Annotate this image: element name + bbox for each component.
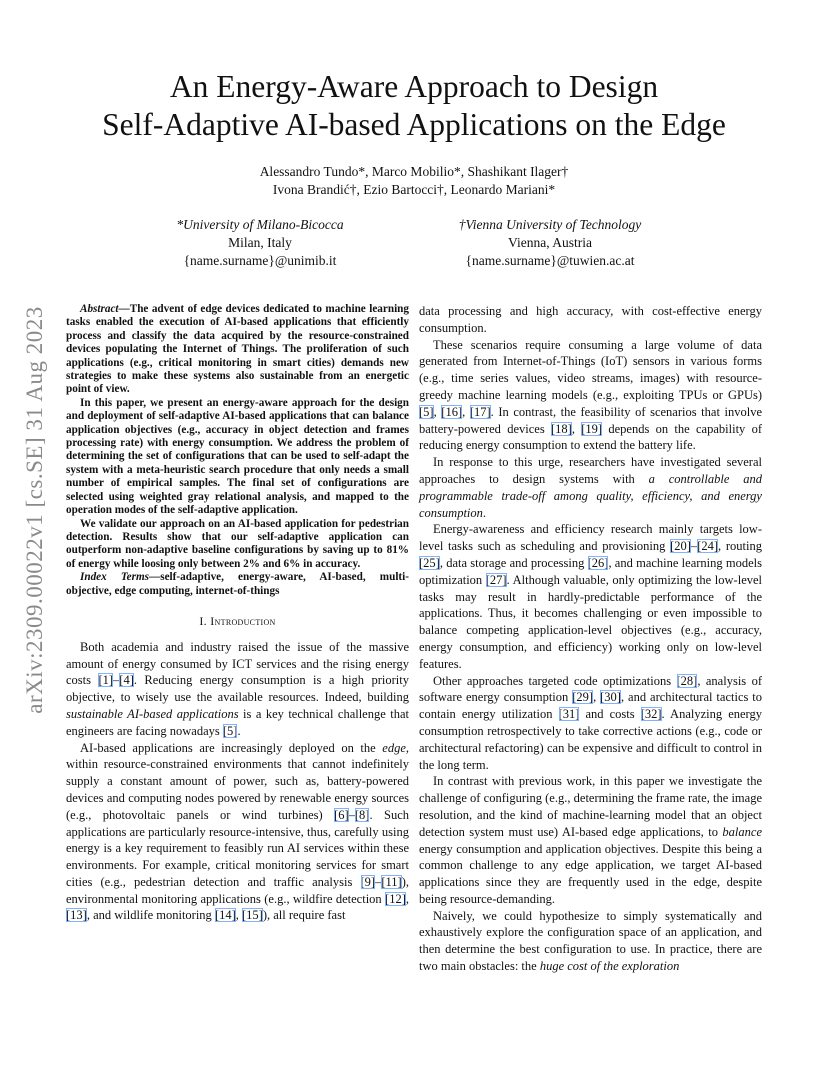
text-run: energy consumption and application objectives. Despite this being a common challenge to any edge application, we target AI-based applications since they are frequently used in the edge, despite being resource-demanding.: [419, 841, 762, 906]
text-run: , within resource-constrained environments that cannot indefinitely supply a constant amount of power, such as, battery-powered devices and computing nodes powered by renewable energy sources (e.g., photovoltaic panels or wind turbines): [66, 740, 409, 822]
citation-link[interactable]: [19]: [581, 421, 603, 436]
body-paragraph: [419, 908, 762, 975]
left-column: [66, 303, 409, 924]
text-run: . In contrast, the feasibility of scenarios that involve battery-powered devices: [419, 404, 763, 436]
text-run: is a key technical challenge that engineers are facing nowadays: [66, 706, 409, 738]
text-run: ,: [433, 404, 442, 419]
abstract-text: In this paper, we present an energy-aware approach for the design and deployment of self-adaptive AI-based applications that can balance application objectives (e.g., accuracy in object detection and frames processing rate) with energy consumption. We address the problem of determining the set of configurations that can be used to self-adapt the system with a meta-heuristic search procedure that only needs a small number of empirical samples. The final set of configurations are selected using weighted gray relational analysis, and mapped to the operation modes of the self-adaptive application.: [66, 396, 409, 517]
citation-link[interactable]: [11]: [381, 874, 402, 889]
citation-link[interactable]: [26]: [587, 555, 609, 570]
abstract-paragraph: [66, 518, 409, 572]
text-run: ,: [571, 421, 582, 436]
affiliation-location: Milan, Italy: [228, 235, 292, 250]
citation-link[interactable]: [12]: [385, 891, 406, 906]
citation-link[interactable]: [20]: [670, 539, 691, 554]
citation-link[interactable]: [27]: [485, 572, 507, 587]
text-run: . Although valuable, only optimizing the low-level tasks may result in hardly-predictable performance of the applications. Thus, it becomes challenging or even impossible to balance competing application-level objectives (e.g., accuracy, energy consumption, and efficiency) working only on low-level features.: [419, 572, 763, 671]
text-run: ,: [235, 908, 243, 923]
text-run: These scenarios require consuming a large volume of data generated from Internet-of-Things (IoT) sensors in various forms (e.g., time series values, video streams, images) with resource-greedy machine learning models (e.g., exploiting TPUs or GPUs): [419, 337, 762, 402]
abstract-paragraph: [66, 397, 409, 518]
arxiv-id-text: arXiv:2309.00022v1 [cs.SE] 31 Aug 2023: [22, 306, 47, 714]
text-run: AI-based applications are increasingly deployed on the: [80, 740, 383, 755]
citation-link[interactable]: [4]: [119, 673, 134, 688]
abstract-text: We validate our approach on an AI-based application for pedestrian detection. Results show that our self-adaptive application can outperform non-adaptive baseline configurations by saving up to 81% of energy while loosing only between 2% and 6% in accuracy.: [66, 517, 409, 570]
index-terms-label: Index Terms: [80, 571, 150, 584]
section-heading-introduction: I. Introduction: [199, 613, 276, 628]
author-list: [60, 163, 768, 199]
text-run: ,: [462, 404, 470, 419]
text-run: , and machine learning models optimization: [419, 555, 762, 587]
citation-link[interactable]: [1]: [98, 673, 114, 688]
text-run: ), environmental monitoring applications (e.g., wildfire detection: [66, 874, 409, 906]
authors-line-2: Ivona Brandić†, Ezio Bartocci†, Leonardo Mariani*: [272, 182, 556, 197]
citation-link[interactable]: [14]: [214, 908, 236, 923]
citation-link[interactable]: [31]: [558, 707, 580, 722]
text-run: .: [482, 505, 487, 520]
text-run: , and wildlife monitoring: [86, 908, 215, 923]
text-run: , analysis of software energy consumption: [419, 673, 762, 705]
citation-link[interactable]: [28]: [676, 673, 698, 688]
title-line-2: Self-Adaptive AI-based Applications on the Edge: [102, 107, 726, 142]
text-run: –: [348, 807, 355, 822]
affiliation-location: Vienna, Austria: [508, 235, 592, 250]
text-run: Other approaches targeted code optimizations: [433, 673, 677, 688]
affiliation-institution: †Vienna University of Technology: [458, 217, 642, 232]
index-terms: [66, 571, 409, 598]
text-run: and costs: [579, 707, 641, 722]
affiliation-email: {name.surname}@tuwien.ac.at: [465, 253, 635, 268]
emphasis: a controllable and programmable trade-off among quality, efficiency, and energy consumption: [419, 471, 763, 520]
body-paragraph: [419, 454, 762, 521]
text-run: , data storage and processing: [439, 555, 588, 570]
citation-link[interactable]: [6]: [334, 807, 349, 822]
affiliation-email: {name.surname}@unimib.it: [183, 253, 337, 268]
body-paragraph: [419, 303, 762, 337]
text-run: ,: [405, 891, 409, 906]
affiliation-institution: *University of Milano-Bicocca: [176, 217, 344, 232]
abstract-label: Abstract: [80, 303, 119, 315]
text-run: .: [237, 723, 241, 738]
citation-link[interactable]: [5]: [419, 404, 434, 419]
citation-link[interactable]: [18]: [550, 421, 572, 436]
index-terms-text: self-adaptive, energy-aware, AI-based, multi-objective, edge computing, internet-of-things: [66, 571, 409, 597]
text-run: . Reducing energy consumption is a high priority objective, to wisely use the available resources. Indeed, building: [66, 673, 410, 705]
citation-link[interactable]: [29]: [572, 690, 594, 705]
body-paragraph: [419, 673, 762, 774]
citation-link[interactable]: [17]: [469, 404, 491, 419]
abstract-text: The advent of edge devices dedicated to machine learning tasks enabled the execution of AI-based applications that efficiently process and classify the data acquired by the resource-constrained devices populating the Internet of Things. The proliferation of such applications (e.g., critical monitoring in smart cities) demands new strategies to make these systems also sustainable from an energetic point of view.: [66, 303, 409, 396]
text-run: –: [690, 539, 698, 554]
text-run: Energy-awareness and efficiency research mainly targets low-level tasks such as scheduling and provisioning: [419, 522, 762, 554]
text-run: . Analyzing energy consumption retrospectively to take corrective actions (e.g., code or architectural refactoring) can be expensive and difficult to control in the long term.: [419, 707, 762, 772]
text-run: ), all require fast: [262, 908, 346, 923]
citation-link[interactable]: [16]: [441, 404, 463, 419]
text-run: In response to this urge, researchers have investigated several approaches to design systems with: [419, 455, 762, 486]
text-run: depends on the capability of reducing energy consumption to extend the battery life.: [419, 421, 763, 453]
citation-link[interactable]: [15]: [242, 908, 263, 923]
right-column: [419, 303, 762, 975]
emphasis: edge: [382, 740, 406, 755]
citation-link[interactable]: [5]: [222, 723, 238, 738]
text-run: In contrast with previous work, in this paper we investigate the challenge of configuring (e.g., determining the frame rate, the image resolution, and the kind of machine-learning model that an object detection system must use) AI-based edge applications, to: [419, 774, 762, 839]
text-run: , routing: [718, 539, 762, 554]
emphasis: huge cost of the exploration: [539, 959, 680, 974]
text-run: data processing and high accuracy, with cost-effective energy consumption.: [419, 304, 762, 335]
text-run: ,: [593, 690, 601, 705]
text-run: . Such applications are particularly resource-intensive, thus, carefully using energy is a key requirement to feasibly run AI services within these environments. For example, critical monitoring services for smart cities (e.g., pedestrian detection and traffic analysis: [66, 807, 410, 889]
body-paragraph: [419, 773, 762, 907]
text-run: –: [375, 874, 382, 889]
abstract: [66, 303, 409, 571]
text-run: Naively, we could hypothesize to simply systematically and exhaustively explore the configuration space of an application, and then determine the best configuration to use. In practice, there are two main obstacles: the: [419, 908, 762, 974]
paper-title: [60, 68, 768, 144]
text-run: Both academia and industry raised the issue of the massive amount of energy consumed by ICT services and the rising energy costs: [66, 639, 409, 688]
affiliation-milano: [120, 216, 400, 270]
arxiv-identifier: [22, 290, 48, 730]
citation-link[interactable]: [25]: [419, 555, 440, 570]
body-paragraph: [66, 639, 409, 740]
abstract-paragraph: [66, 303, 409, 397]
body-paragraph: [66, 740, 409, 925]
citation-link[interactable]: [9]: [360, 874, 376, 889]
affiliation-vienna: [410, 216, 690, 270]
abstract-sep: —: [118, 303, 130, 315]
citation-link[interactable]: [24]: [697, 539, 719, 554]
citation-link[interactable]: [8]: [354, 807, 370, 822]
citation-link[interactable]: [32]: [640, 707, 662, 722]
citation-link[interactable]: [13]: [66, 908, 87, 923]
title-line-1: An Energy-Aware Approach to Design: [169, 69, 659, 104]
body-paragraph: [419, 337, 762, 455]
emphasis: balance: [722, 824, 762, 839]
emphasis: sustainable AI-based applications: [66, 706, 239, 721]
index-terms-sep: —: [149, 571, 161, 584]
text-run: , and architectural tactics to contain energy utilization: [419, 690, 763, 722]
citation-link[interactable]: [30]: [600, 690, 621, 705]
authors-line-1: Alessandro Tundo*, Marco Mobilio*, Shashikant Ilager†: [259, 164, 569, 179]
text-run: –: [113, 673, 120, 688]
body-paragraph: [419, 521, 762, 672]
